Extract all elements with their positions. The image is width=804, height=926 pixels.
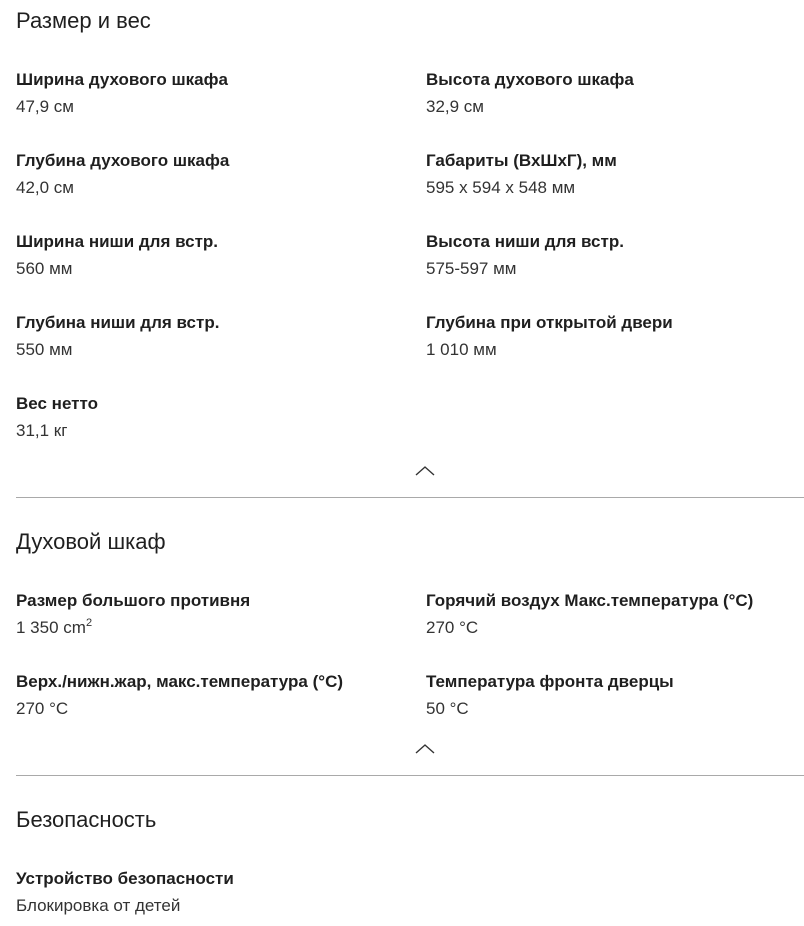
spec-label: Ширина духового шкафа bbox=[16, 70, 228, 89]
spec-value: 560 мм bbox=[16, 259, 73, 278]
spec-value: 550 мм bbox=[16, 340, 73, 359]
section-safety bbox=[16, 807, 804, 922]
spec-niche-height bbox=[426, 232, 804, 279]
spec-value: 575-597 мм bbox=[426, 259, 517, 278]
spec-value: 595 x 594 x 548 мм bbox=[426, 178, 576, 197]
spec-hot-air-max-temp bbox=[426, 591, 804, 638]
spec-door-front-temp bbox=[426, 672, 804, 719]
spec-value-superscript: 2 bbox=[85, 617, 93, 629]
spec-net-weight bbox=[16, 394, 406, 441]
collapse-button[interactable] bbox=[414, 464, 436, 478]
spec-oven-width bbox=[16, 70, 406, 117]
spec-value: 42,0 см bbox=[16, 178, 74, 197]
spec-value bbox=[16, 618, 406, 638]
spec-value-text: 1 350 cm bbox=[16, 618, 86, 637]
spec-value: 31,1 кг bbox=[16, 421, 68, 440]
spec-label: Глубина духового шкафа bbox=[16, 151, 230, 170]
spec-label: Ширина ниши для встр. bbox=[16, 232, 219, 251]
spec-value: 50 °C bbox=[426, 699, 469, 718]
spec-niche-width bbox=[16, 232, 406, 279]
spec-value: 270 °C bbox=[16, 699, 69, 718]
spec-safety-device bbox=[16, 869, 406, 916]
spec-label: Высота ниши для встр. bbox=[426, 232, 624, 251]
spec-oven-height bbox=[426, 70, 804, 117]
section-title: Духовой шкаф bbox=[16, 529, 166, 554]
section-divider bbox=[16, 497, 804, 498]
spec-large-tray-size bbox=[16, 591, 406, 638]
section-size-weight bbox=[16, 8, 804, 478]
spec-value: 270 °C bbox=[426, 618, 479, 637]
section-title: Безопасность bbox=[16, 807, 157, 832]
spec-open-door-depth bbox=[426, 313, 804, 360]
spec-value: 47,9 см bbox=[16, 97, 74, 116]
spec-value: Блокировка от детей bbox=[16, 896, 181, 915]
chevron-up-icon bbox=[414, 742, 436, 756]
spec-top-bottom-heat-max-temp bbox=[16, 672, 406, 719]
spec-label: Глубина ниши для встр. bbox=[16, 313, 220, 332]
collapse-button[interactable] bbox=[414, 742, 436, 756]
spec-value: 1 010 мм bbox=[426, 340, 497, 359]
spec-label: Высота духового шкафа bbox=[426, 70, 634, 89]
spec-label: Габариты (ВхШхГ), мм bbox=[426, 151, 617, 170]
chevron-up-icon bbox=[414, 464, 436, 478]
section-oven bbox=[16, 529, 804, 757]
spec-label: Температура фронта дверцы bbox=[426, 672, 674, 691]
spec-oven-depth bbox=[16, 151, 406, 198]
spec-dimensions bbox=[426, 151, 804, 198]
spec-niche-depth bbox=[16, 313, 406, 360]
spec-label: Верх./нижн.жар, макс.температура (°C) bbox=[16, 672, 344, 691]
spec-label: Глубина при открытой двери bbox=[426, 313, 673, 332]
section-divider bbox=[16, 775, 804, 776]
spec-label: Горячий воздух Макс.температура (°C) bbox=[426, 591, 754, 610]
spec-label: Размер большого противня bbox=[16, 591, 251, 610]
spec-value: 32,9 см bbox=[426, 97, 484, 116]
section-title: Размер и вес bbox=[16, 8, 151, 33]
spec-label: Устройство безопасности bbox=[16, 869, 234, 888]
spec-label: Вес нетто bbox=[16, 394, 98, 413]
